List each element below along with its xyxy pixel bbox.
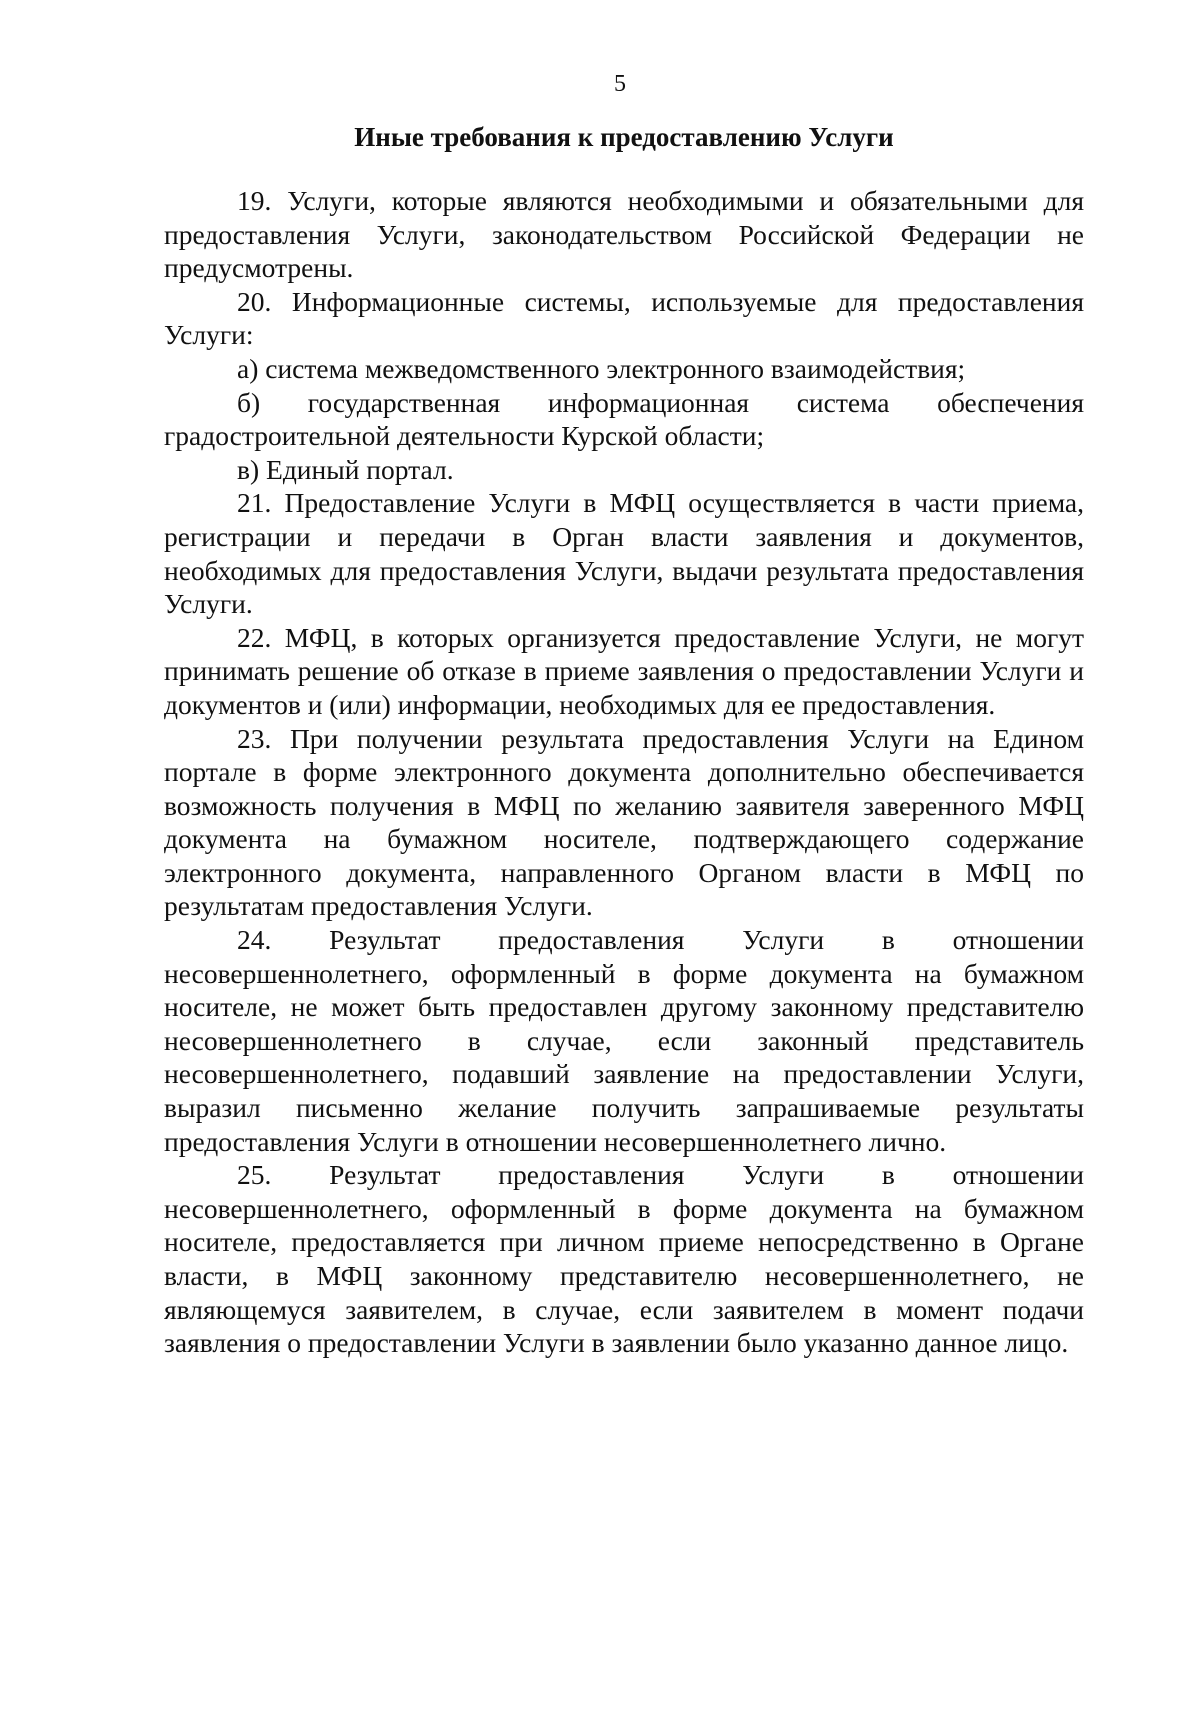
section-heading: Иные требования к предоставлению Услуги	[354, 122, 894, 152]
paragraph-20: 20. Информационные системы, используемые для предоставления Услуги:	[164, 285, 1084, 351]
paragraph-25: 25. Результат предоставления Услуги в отношении несовершеннолетнего, оформленный в форме документа на бумажном носителе, предоставляется при личном приеме непосредственно в Органе власти, в МФЦ законному представителю несовершеннолетнего, не являющемуся заявителем, в случае, если заявителем в момент подачи заявления о предоставлении Услуги в заявлении было указанно данное лицо.	[164, 1159, 1084, 1359]
paragraph-23: 23. При получении результата предоставления Услуги на Едином портале в форме электронного документа дополнительно обеспечивается возможность получения в МФЦ по желанию заявителя заверенного МФЦ документа на бумажном носителе, подтверждающего содержание электронного документа, направленного Органом власти в МФЦ по результатам предоставления Услуги.	[164, 722, 1084, 922]
paragraph-22: 22. МФЦ, в которых организуется предоставление Услуги, не могут принимать решение об отказе в приеме заявления о предоставлении Услуги и документов и (или) информации, необходимых для ее предоставления.	[164, 621, 1084, 720]
list-item-v: в) Единый портал.	[237, 453, 454, 485]
document-body	[164, 184, 1084, 1360]
paragraph-19: 19. Услуги, которые являются необходимыми и обязательными для предоставления Услуги, законодательством Российской Федерации не предусмотрены.	[164, 185, 1084, 284]
list-item-a: а) система межведомственного электронного взаимодействия;	[237, 352, 966, 384]
list-item-b: б) государственная информационная система обеспечения градостроительной деятельности Курской области;	[164, 386, 1084, 452]
paragraph-24: 24. Результат предоставления Услуги в отношении несовершеннолетнего, оформленный в форме документа на бумажном носителе, не может быть предоставлен другому законному представителю несовершеннолетнего в случае, если законный представитель несовершеннолетнего, подавший заявление на предоставлении Услуги, выразил письменно желание получить запрашиваемые результаты предоставления Услуги в отношении несовершеннолетнего лично.	[164, 924, 1084, 1157]
paragraph-21: 21. Предоставление Услуги в МФЦ осуществляется в части приема, регистрации и передачи в Орган власти заявления и документов, необходимых для предоставления Услуги, выдачи результата предоставления Услуги.	[164, 487, 1084, 620]
page-number: 5	[614, 71, 626, 97]
